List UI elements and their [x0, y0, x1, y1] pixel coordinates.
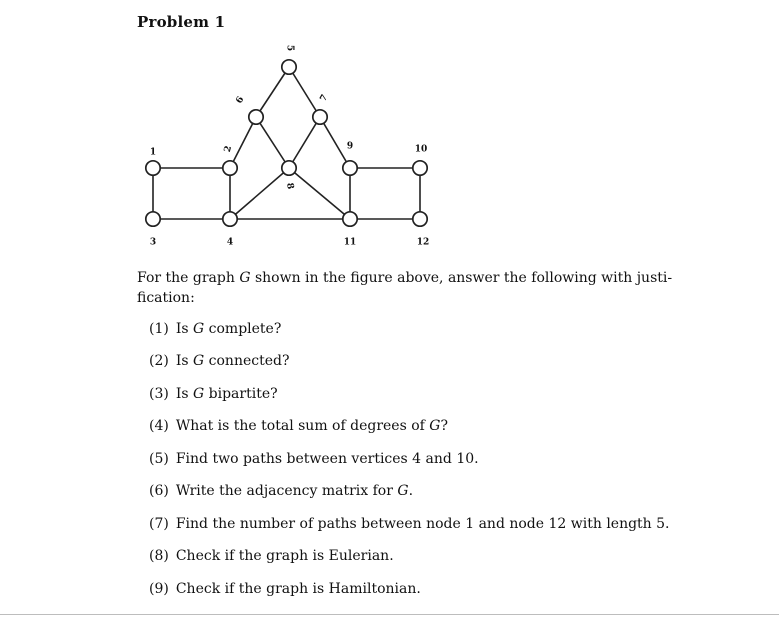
question-8: [149, 548, 394, 564]
graph-node-2: [223, 161, 237, 175]
graph-edge-8-11: [289, 168, 350, 219]
graph-edge-5-7: [289, 67, 320, 117]
question-text-end: ?: [440, 418, 448, 434]
question-text-end: complete?: [204, 321, 282, 337]
graph-edge-7-9: [320, 117, 350, 168]
question-number: (8): [149, 548, 169, 564]
question-1: [149, 321, 281, 337]
question-text: Is: [175, 321, 194, 337]
question-number: (4): [149, 418, 169, 434]
question-text: Write the adjacency matrix for: [175, 483, 398, 499]
problem-title: Problem 1: [137, 13, 226, 31]
graph-node-7: [313, 110, 327, 124]
graph-node-label-10: 10: [414, 144, 428, 155]
graph-node-label-12: 12: [416, 237, 430, 248]
graph-node-12: [413, 212, 427, 226]
intro-paragraph: [137, 268, 677, 308]
graph-edge-5-6: [256, 67, 289, 117]
graph-node-label-3: 3: [149, 237, 157, 248]
graph-node-9: [343, 161, 357, 175]
question-var: G: [429, 418, 441, 434]
intro-text-2: shown in the figure above, answer the following with justi-fication:: [137, 270, 673, 306]
question-text: Is: [175, 353, 194, 369]
question-9: [149, 581, 421, 597]
question-number: (1): [149, 321, 169, 337]
question-number: (3): [149, 386, 169, 402]
question-number: (7): [149, 516, 169, 532]
question-3: [149, 386, 278, 402]
question-text: What is the total sum of degrees of: [175, 418, 430, 434]
question-text: Check if the graph is Hamiltonian.: [175, 581, 421, 597]
question-number: (2): [149, 353, 169, 369]
question-var: G: [193, 353, 205, 369]
graph-edge-2-6: [230, 117, 256, 168]
question-text: Is: [175, 386, 194, 402]
graph-node-label-6: 6: [234, 95, 247, 106]
question-number: (5): [149, 451, 169, 467]
question-text-end: connected?: [204, 353, 290, 369]
intro-text-1: For the graph: [137, 270, 240, 286]
graph-edge-6-8: [256, 117, 289, 168]
graph-node-1: [146, 161, 160, 175]
graph-node-3: [146, 212, 160, 226]
question-text: Find the number of paths between node 1 and node 12 with length 5.: [175, 516, 670, 532]
intro-var: G: [239, 270, 251, 286]
question-var: G: [193, 386, 205, 402]
graph-node-6: [249, 110, 263, 124]
question-number: (9): [149, 581, 169, 597]
graph-node-label-8: 8: [284, 182, 295, 191]
graph-node-8: [282, 161, 296, 175]
graph-node-4: [223, 212, 237, 226]
question-text-end: bipartite?: [204, 386, 278, 402]
question-var: G: [397, 483, 409, 499]
question-var: G: [193, 321, 205, 337]
question-number: (6): [149, 483, 169, 499]
graph-node-label-4: 4: [226, 237, 234, 248]
graph-node-label-9: 9: [346, 141, 354, 152]
graph-edge-7-8: [289, 117, 320, 168]
question-2: [149, 353, 289, 369]
graph-node-10: [413, 161, 427, 175]
question-text-end: .: [408, 483, 414, 499]
graph-node-5: [282, 60, 296, 74]
graph-node-label-5: 5: [284, 44, 295, 52]
question-5: [149, 451, 479, 467]
question-4: [149, 418, 448, 434]
question-6: [149, 483, 413, 499]
graph-node-11: [343, 212, 357, 226]
bottom-divider: [0, 614, 779, 615]
graph-node-label-11: 11: [343, 237, 357, 248]
question-text: Find two paths between vertices 4 and 10.: [175, 451, 479, 467]
graph-node-label-2: 2: [222, 144, 235, 154]
question-7: [149, 516, 670, 532]
graph-figure: [130, 35, 450, 255]
graph-node-label-7: 7: [318, 93, 331, 104]
graph-node-label-1: 1: [149, 147, 157, 158]
graph-edge-4-8: [230, 168, 289, 219]
question-text: Check if the graph is Eulerian.: [175, 548, 394, 564]
